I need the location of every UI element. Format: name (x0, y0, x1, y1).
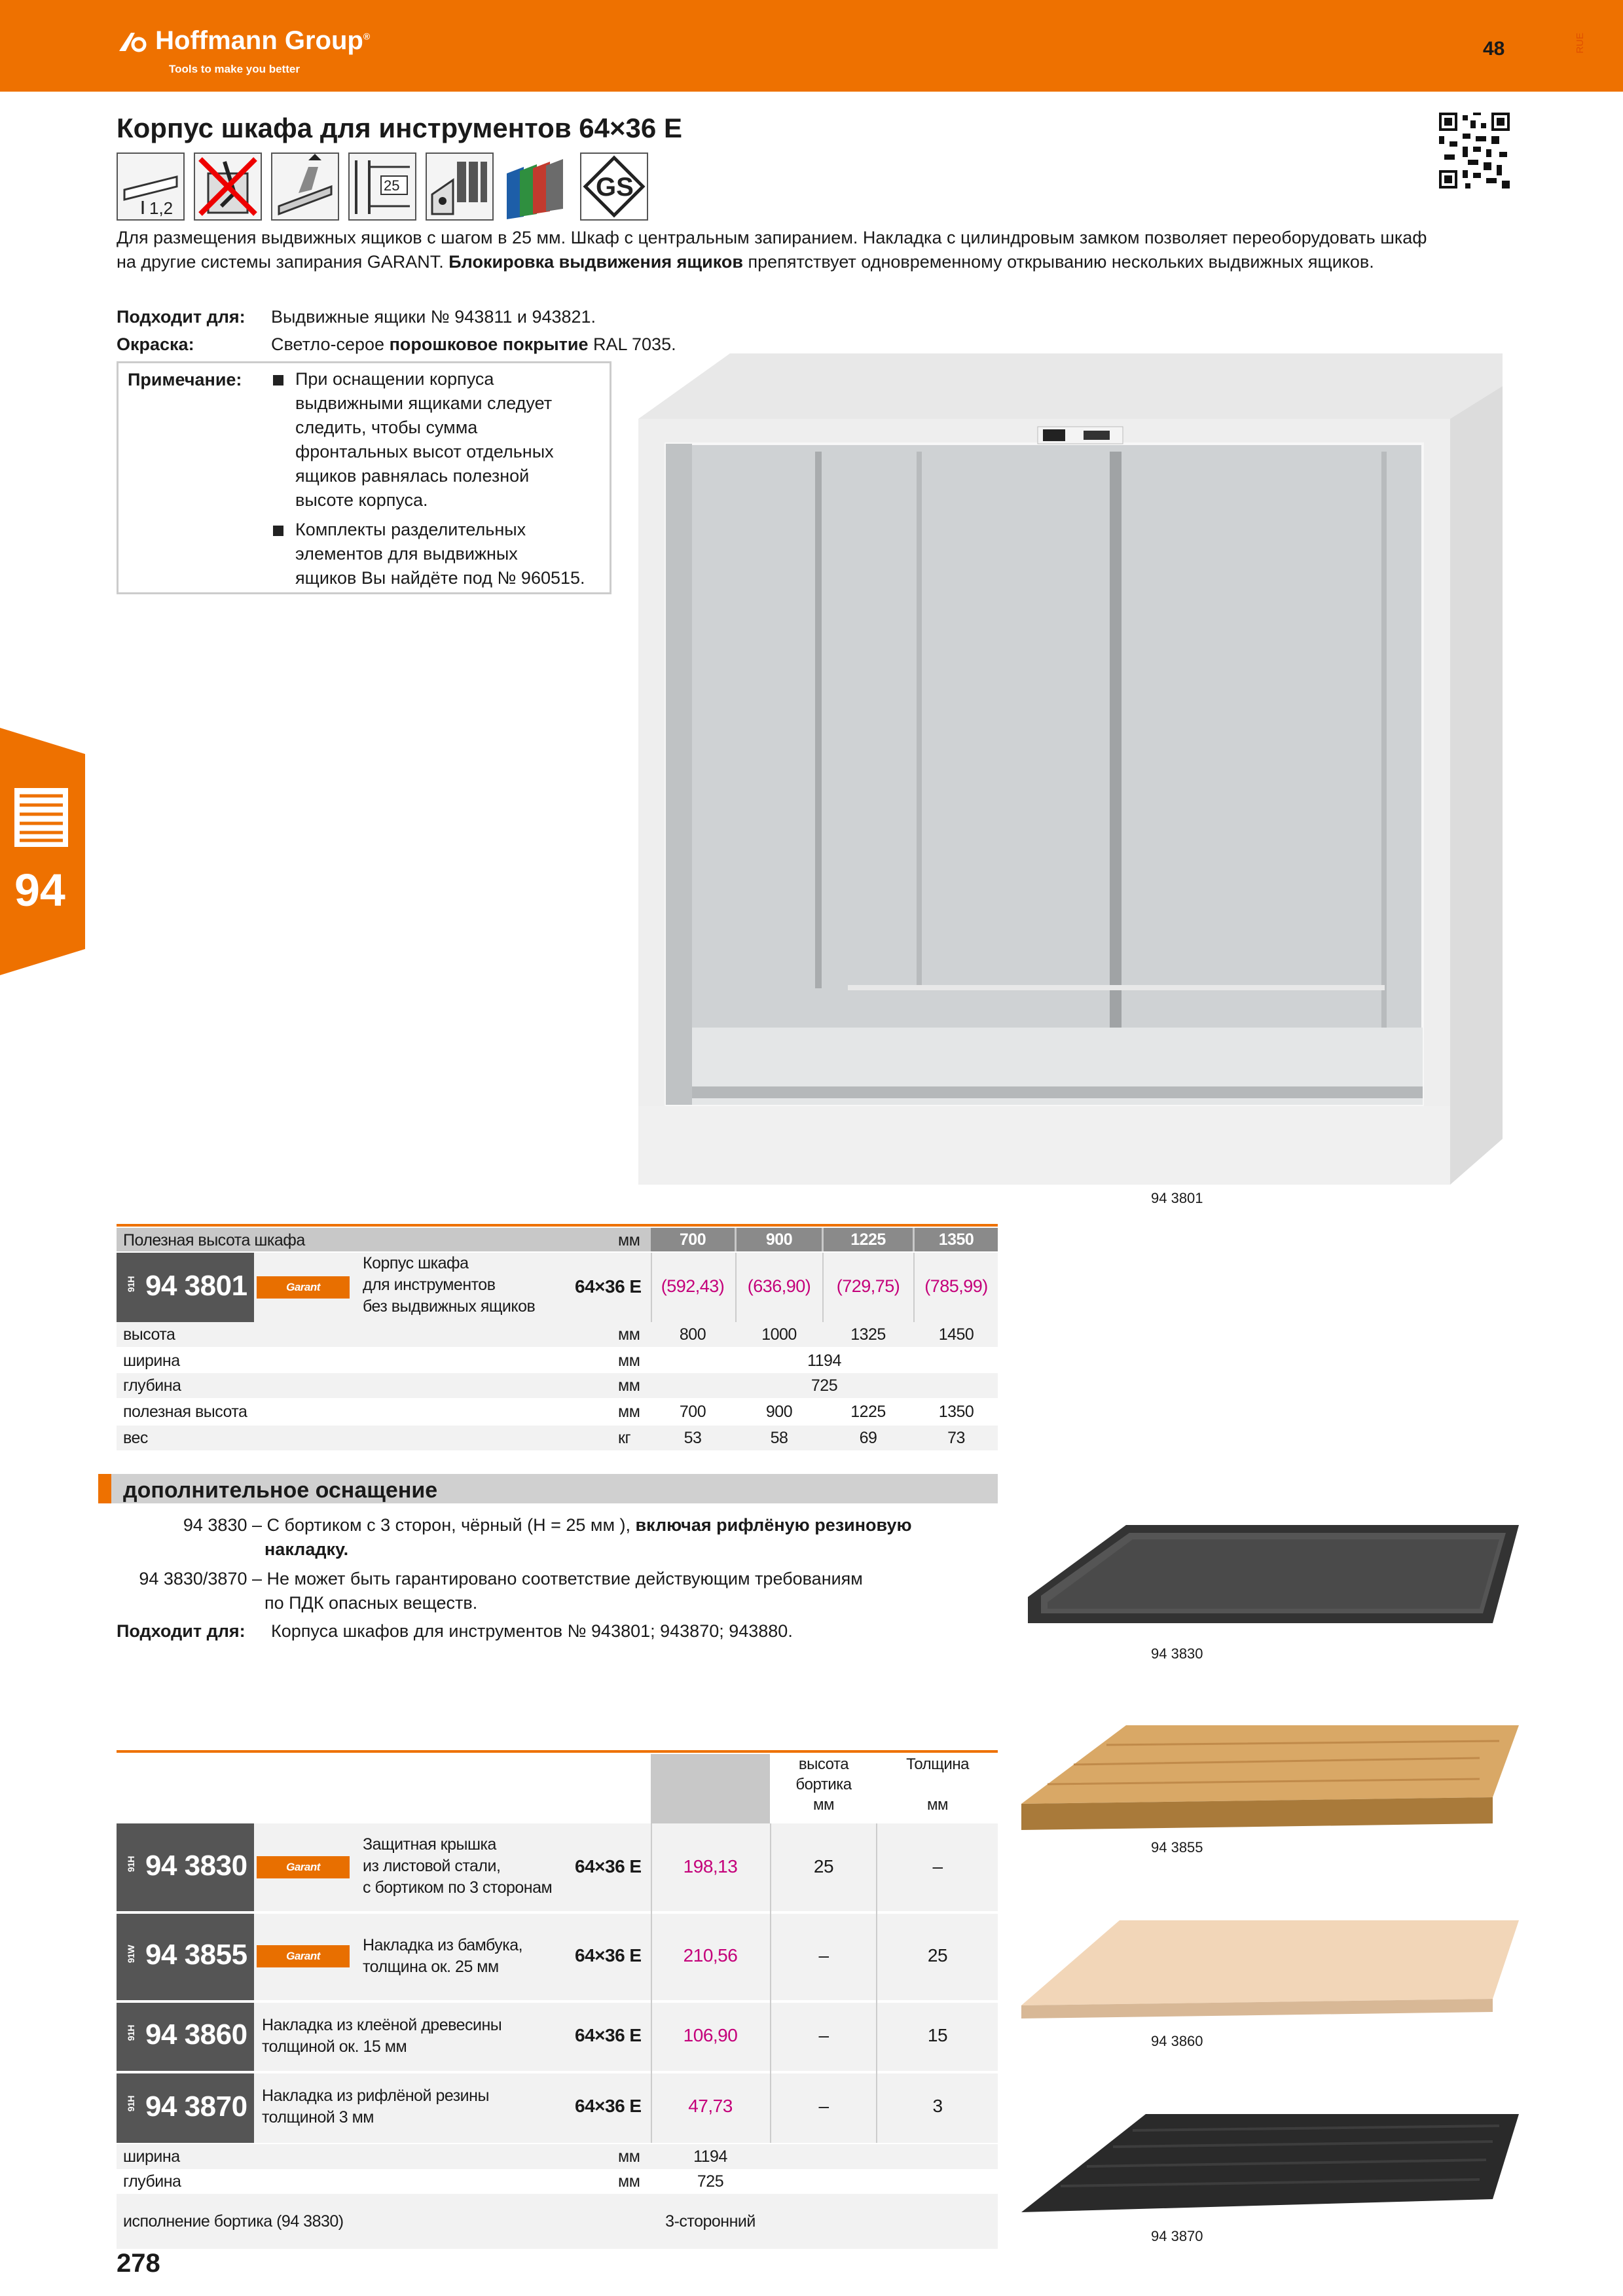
spec-value: 1000 (761, 1325, 797, 1344)
note-line: высоте корпуса. (295, 490, 428, 510)
drawer-cabinet-icon (14, 788, 68, 847)
spec-value: 1225 (850, 1403, 886, 1421)
note-label: Примечание: (128, 370, 242, 389)
spec-value: 53 (684, 1429, 702, 1447)
product-desc (262, 2085, 489, 2128)
desc-line: для инструментов (363, 1276, 496, 1294)
product-size: 64×36 E (575, 1276, 642, 1297)
spec-label: ширина (123, 2147, 180, 2166)
header-line: бортика (795, 1776, 852, 1793)
hoffmann-logo-icon (117, 29, 148, 55)
qr-code-icon[interactable] (1439, 113, 1510, 188)
spec-label: глубина (123, 1376, 181, 1395)
header-line: мм (927, 1796, 948, 1814)
spec-row-usable-height (117, 1399, 998, 1424)
spec-label: глубина (123, 2172, 181, 2191)
spec-unit: мм (618, 2147, 640, 2166)
spec-label: полезная высота (123, 1403, 247, 1421)
language-code: RUE (1575, 33, 1586, 54)
desc-line: Накладка из рифлёной резины (262, 2087, 489, 2105)
desc-line: с бортиком по 3 сторонам (363, 1878, 553, 1897)
price-col-header (651, 1754, 770, 1823)
spec-unit: мм (618, 2172, 640, 2191)
product-size: 64×36 E (575, 2096, 642, 2116)
svg-text:25: 25 (384, 177, 400, 194)
product-code-box (117, 2003, 254, 2071)
desc-line: Накладка из бамбука, (363, 1936, 523, 1954)
description-end: препятствует одновременному открыванию нескольких выдвижных ящиков. (748, 252, 1374, 272)
fits-value: Выдвижные ящики № 943811 и 943821. (271, 307, 596, 327)
paint-value-1: Светло-серое (271, 334, 385, 354)
edge-height-value: – (818, 2025, 829, 2045)
product-code-box (117, 1823, 254, 1911)
paint-value-2: RAL 7035. (593, 334, 676, 354)
product-caption: 94 3870 (1151, 2228, 1203, 2244)
cabinet-image (638, 353, 1503, 1191)
note-line: При оснащении корпуса (295, 369, 494, 389)
brand-logo: Hoffmann Group® (117, 26, 370, 56)
product-size: 64×36 E (575, 1856, 642, 1876)
product-desc (363, 1253, 535, 1318)
product-price: 198,13 (683, 1856, 738, 1876)
bullet-icon (273, 375, 283, 386)
spec-row-height (117, 1322, 998, 1347)
bullet-icon (273, 526, 283, 536)
steel-cover-image (1021, 1525, 1519, 1636)
garant-logo: Garant (257, 1276, 350, 1299)
spec-label: вес (123, 1429, 148, 1447)
desc-line: толщиной ок. 15 мм (262, 2037, 407, 2056)
header-line: Толщина (906, 1755, 969, 1773)
spec-value: 1325 (850, 1325, 886, 1344)
note-line: фронтальных высот отдельных (295, 442, 554, 461)
spec-unit: мм (618, 1376, 640, 1395)
svg-text:GS: GS (596, 173, 634, 202)
spec-label: высота (123, 1325, 175, 1344)
note-line: ящиков Вы найдёте под № 960515. (295, 568, 585, 588)
table-rule (117, 1750, 998, 1753)
accessory-code: 94 3830 – (183, 1515, 262, 1535)
garant-logo: Garant (257, 1856, 350, 1878)
no-climb-icon (194, 152, 262, 221)
pitch-25-icon (348, 152, 416, 221)
accessory-text: Не может быть гарантировано соответствие действующим требованиям (266, 1569, 863, 1588)
load-1.2-icon (117, 152, 185, 221)
section-marker (98, 1474, 111, 1503)
height-col-700: 700 (651, 1228, 735, 1251)
note-box (117, 361, 611, 594)
product-caption: 94 3855 (1151, 1839, 1203, 1856)
product-size: 64×36 E (575, 2025, 642, 2045)
page-number-bottom: 278 (117, 2249, 160, 2278)
spec-value: 900 (765, 1403, 793, 1421)
product-code: 94 3830 (145, 1850, 247, 1882)
spec-row-width (117, 1348, 998, 1373)
spec-value: 69 (859, 1429, 877, 1447)
gs-mark-icon (580, 152, 648, 221)
thickness-value: 3 (932, 2096, 943, 2116)
product-code: 94 3855 (145, 1939, 247, 1971)
product-desc (262, 2015, 501, 2058)
thickness-value: – (932, 1856, 943, 1876)
edge-height-value: 25 (813, 1856, 834, 1876)
col-divider (651, 1253, 652, 1322)
wood-top-image (1021, 1920, 1519, 2018)
product-size: 64×36 E (575, 1945, 642, 1965)
hand-lift-icon (271, 152, 339, 221)
accessories-section-header (98, 1474, 998, 1503)
thickness-value: 15 (927, 2025, 948, 2045)
note-line: Комплекты разделительных (295, 520, 526, 539)
product-description (117, 226, 1432, 274)
height-col-1350: 1350 (915, 1228, 998, 1251)
svg-text:1,2: 1,2 (149, 198, 173, 218)
product-code-box (117, 1914, 254, 2000)
product-price: 106,90 (683, 2025, 738, 2045)
price-1225: (729,75) (836, 1276, 900, 1296)
spec-label: ширина (123, 1352, 180, 1370)
spec-label: исполнение бортика (94 3830) (123, 2212, 344, 2231)
height-col-1225: 1225 (824, 1228, 913, 1251)
accessory-text: С бортиком с 3 сторон, чёрный (H = 25 мм ), (266, 1515, 631, 1535)
spec-value: 700 (679, 1403, 706, 1421)
spec-unit: мм (618, 1325, 640, 1344)
header-line: мм (813, 1796, 834, 1814)
accessory-text-bold: включая рифлёную резиновую (635, 1515, 912, 1535)
spec-unit: мм (618, 1352, 640, 1370)
edge-height-value: – (818, 1945, 829, 1965)
table2-product-row[interactable] (117, 2003, 998, 2071)
table2-product-row[interactable] (117, 1914, 998, 2000)
lock-system-icon (426, 152, 494, 221)
col-divider (651, 1823, 652, 2143)
product-caption: 94 3830 (1151, 1645, 1203, 1662)
product-code-small: 91H (126, 2096, 136, 2112)
spec-row-depth (117, 1373, 998, 1398)
side-tab-number: 94 (14, 865, 65, 916)
note-item-2 (295, 518, 585, 590)
product-code-small: 91H (126, 2025, 136, 2041)
table2-product-row[interactable] (117, 1823, 998, 1911)
note-line: ящиков равнялась полезной (295, 466, 530, 486)
edge-height-value: – (818, 2096, 829, 2116)
table1-header-label: Полезная высота шкафа (123, 1231, 305, 1249)
col-divider (770, 1823, 771, 2143)
product-code: 94 3870 (145, 2090, 247, 2123)
desc-line: толщиной 3 мм (262, 2108, 374, 2126)
rubber-mat-image (1021, 2114, 1519, 2219)
page-number-top: 48 (1483, 38, 1505, 60)
table2-product-row[interactable] (117, 2073, 998, 2143)
spec-unit: мм (618, 1403, 640, 1421)
main-image-caption: 94 3801 (1151, 1190, 1203, 1206)
fits-label: Подходит для: (117, 1621, 246, 1641)
product-price: 47,73 (688, 2096, 733, 2116)
fits-label: Подходит для: (117, 307, 246, 327)
accessory-code: 94 3830/3870 – (139, 1569, 262, 1588)
header-line: высота (798, 1755, 849, 1773)
product-price: 210,56 (683, 1945, 738, 1965)
desc-line: толщина ок. 25 мм (363, 1958, 499, 1976)
accessories-title: дополнительное оснащение (123, 1478, 438, 1503)
note-line: следить, чтобы сумма (295, 418, 478, 437)
garant-logo: Garant (257, 1945, 350, 1967)
spec-value: 725 (697, 2172, 724, 2191)
paint-value-bold: порошковое покрытие (389, 334, 589, 354)
note-item-1 (295, 367, 554, 512)
spec-value: 1350 (938, 1403, 974, 1421)
note-line: выдвижными ящиками следует (295, 393, 553, 413)
spec-value: 1194 (807, 1352, 841, 1370)
product-desc (363, 1834, 552, 1899)
table1-header-unit: мм (618, 1231, 640, 1249)
product-code: 94 3860 (145, 2018, 247, 2051)
spec-value: 3-сторонний (665, 2212, 756, 2231)
section-side-tab (0, 728, 85, 975)
col-divider (913, 1253, 915, 1322)
paint-label: Окраска: (117, 334, 194, 354)
spec-row-edge-type (117, 2194, 998, 2249)
accessory-text-bold: накладку. (264, 1539, 349, 1559)
description-text: Для размещения выдвижных ящиков с шагом в 25 мм. Шкаф с центральным запиранием. Накладка с цилиндровым замком позволяет переоборудовать шкаф на другие системы запирания GARANT. (117, 228, 1427, 272)
product-code-small: 91W (126, 1945, 136, 1964)
brand-tagline: Tools to make you better (169, 63, 300, 75)
bamboo-top-image (1021, 1725, 1519, 1830)
col-divider (876, 1823, 877, 2143)
desc-line: Корпус шкафа (363, 1254, 469, 1272)
thickness-header (877, 1754, 998, 1815)
note-line: элементов для выдвижных (295, 544, 518, 564)
spec-row-depth (117, 2169, 998, 2194)
product-code-small: 91H (126, 1276, 136, 1293)
brand-name: Hoffmann Group (155, 26, 363, 55)
product-code-small: 91H (126, 1856, 136, 1873)
product-code-box (117, 1253, 254, 1322)
height-col-900: 900 (737, 1228, 822, 1251)
fits-line (117, 305, 1432, 329)
color-swatches-icon (503, 152, 571, 221)
spec-value: 58 (770, 1429, 788, 1447)
spec-row-width (117, 2144, 998, 2169)
product-code: 94 3801 (145, 1270, 247, 1302)
spec-value: 1450 (938, 1325, 974, 1344)
product-caption: 94 3860 (1151, 2033, 1203, 2049)
col-divider (735, 1253, 737, 1322)
accessory-text: по ПДК опасных веществ. (264, 1593, 478, 1613)
spec-value: 725 (811, 1376, 838, 1395)
header-line (877, 1774, 998, 1795)
page-title: Корпус шкафа для инструментов 64×36 E (117, 113, 682, 143)
edge-height-header (773, 1754, 875, 1815)
product-code-box (117, 2073, 254, 2143)
product-desc (363, 1935, 522, 1978)
table-rule (117, 1224, 998, 1227)
desc-line: без выдвижных ящиков (363, 1297, 536, 1316)
price-1350: (785,99) (924, 1276, 988, 1296)
spec-unit: кг (618, 1429, 631, 1447)
desc-line: Защитная крышка (363, 1835, 496, 1854)
table1-product-row[interactable] (117, 1253, 998, 1322)
price-900: (636,90) (747, 1276, 811, 1296)
fits-value: Корпуса шкафов для инструментов № 943801; 943870; 943880. (271, 1621, 793, 1641)
price-700: (592,43) (661, 1276, 725, 1296)
col-divider (822, 1253, 824, 1322)
description-bold: Блокировка выдвижения ящиков (448, 252, 744, 272)
spec-value: 1194 (693, 2147, 727, 2166)
spec-value: 73 (947, 1429, 965, 1447)
spec-value: 800 (679, 1325, 706, 1344)
desc-line: Накладка из клеёной древесины (262, 2016, 502, 2034)
desc-line: из листовой стали, (363, 1857, 501, 1875)
thickness-value: 25 (927, 1945, 948, 1965)
spec-row-weight (117, 1426, 998, 1450)
